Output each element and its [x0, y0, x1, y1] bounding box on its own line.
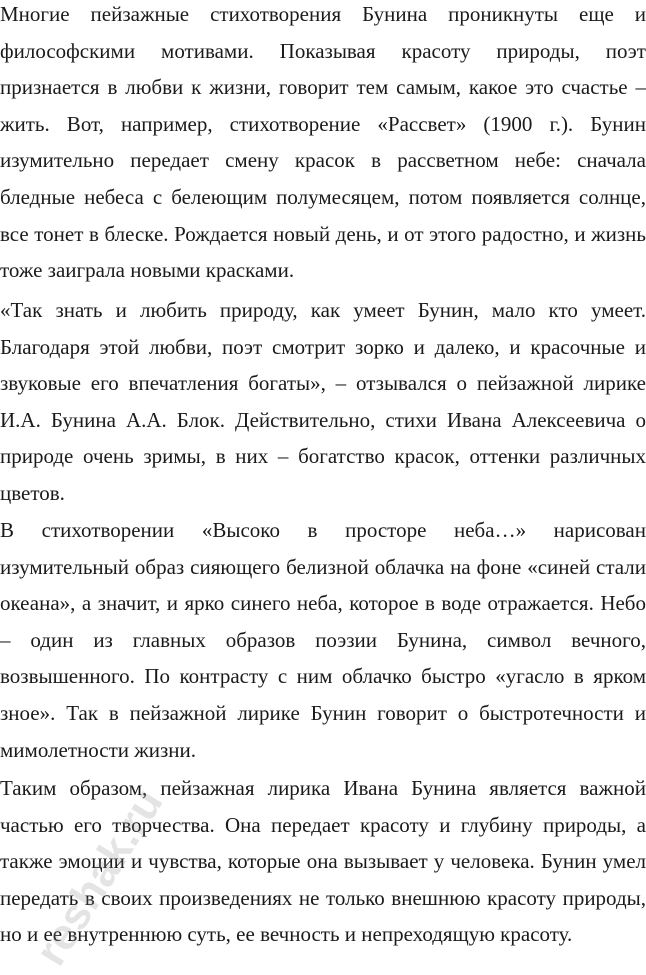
watermark-text: reshak.ru	[26, 779, 173, 974]
paragraph-1: Многие пейзажные стихотворения Бунина проникнуты еще и философскими мотивами. Показывая красоту природы, поэт признается в любви к жизни, говорит тем самым, какое это счастье – жить. Вот, например, стихотворение «Рассвет» (1900 г.). Бунин изумительно передает смену красок в рассветном небе: сначала бледные небеса с белеющим полумесяцем, потом появляется солнце, все тонет в блеске. Рождается новый день, и от этого радостно, и жизнь тоже заиграла новыми красками.	[0, 2, 646, 283]
paragraph-4: Таким образом, пейзажная лирика Ивана Бунина является важной частью его творчества. Она передает красоту и глубину природы, а также эмоции и чувства, которые она вызывает у человека. Бунин умел передать в своих произведениях не только внешнюю красоту природы, но и ее внутреннюю суть, ее вечность и непреходящую красоту.	[0, 776, 646, 947]
paragraph-2: «Так знать и любить природу, как умеет Бунин, мало кто умеет. Благодаря этой любви, поэт смотрит зорко и далеко, и красочные и звуковые его впечатления богаты», – отзывался о пейзажной лирике И.А. Бунина А.А. Блок. Действительно, стихи Ивана Алексеевича о природе очень зримы, в них – богатство красок, оттенки различных цветов.	[0, 298, 646, 505]
paragraph-3: В стихотворении «Высоко в просторе неба…» нарисован изумительный образ сияющего белизной облачка на фоне «синей стали океана», а значит, и ярко синего неба, которое в воде отражается. Небо – один из главных образов поэзии Бунина, символ вечного, возвышенного. По контрасту с ним облачко быстро «угасло в ярком зное». Так в пейзажной лирике Бунин говорит о быстротечности и мимолетности жизни.	[0, 518, 646, 762]
